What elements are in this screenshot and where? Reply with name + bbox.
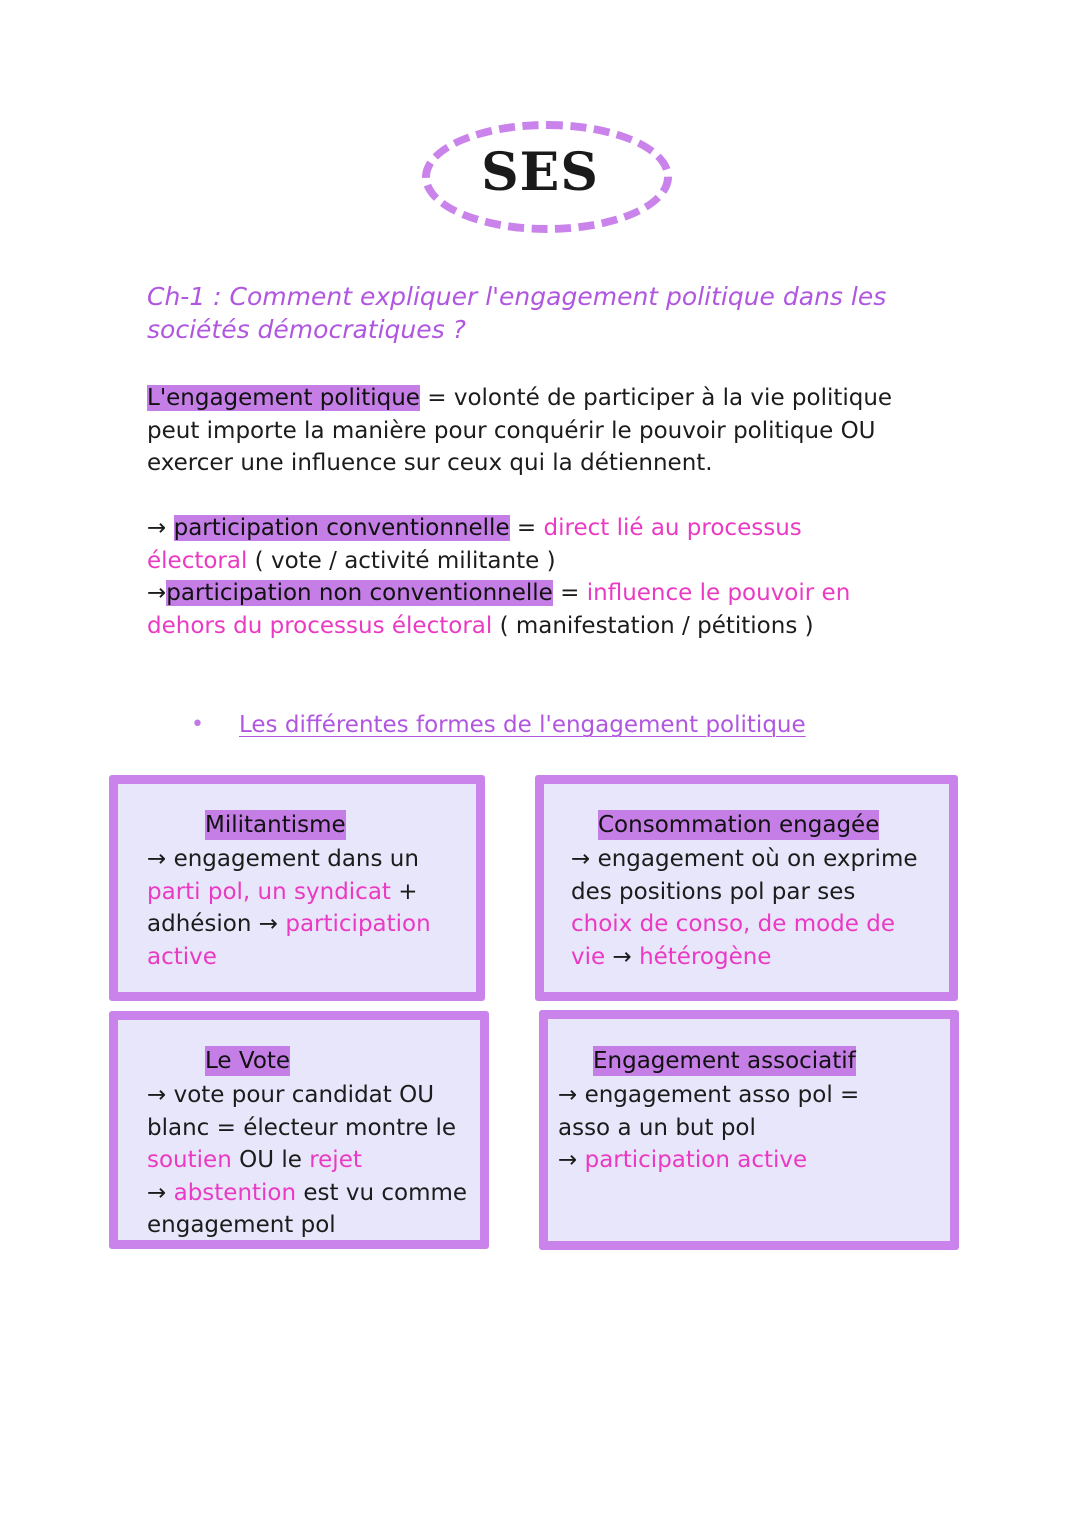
arrow-icon: → bbox=[605, 943, 640, 970]
equals-sign: = bbox=[552, 580, 587, 606]
definition-text-1: = volonté de participer à la vie politique bbox=[419, 385, 893, 411]
participation-paragraph bbox=[147, 512, 967, 642]
chapter-title: Ch-1 : Comment expliquer l'engagement politique dans les sociétés démocratiques ? bbox=[147, 282, 887, 344]
card-body bbox=[558, 1079, 859, 1177]
definition-text-3: exercer une influence sur ceux qui la détiennent. bbox=[147, 450, 713, 476]
card-title: Militantisme bbox=[205, 812, 346, 838]
card-line: asso a un but pol bbox=[558, 1114, 756, 1141]
card-line: blanc = électeur montre le bbox=[147, 1114, 457, 1141]
card-highlight-text: active bbox=[147, 943, 217, 970]
equals-sign: = bbox=[509, 515, 544, 541]
nonconventional-examples: ( manifestation / pétitions ) bbox=[492, 612, 814, 639]
bullet-icon: • bbox=[191, 712, 204, 737]
card-line: → vote pour candidat OU bbox=[147, 1082, 435, 1108]
card-engagement-associatif bbox=[539, 1010, 959, 1250]
card-highlight-text: choix de conso, de mode de bbox=[571, 911, 895, 937]
card-le-vote bbox=[109, 1011, 489, 1249]
conventional-term: participation conventionnelle bbox=[173, 515, 510, 541]
card-body bbox=[147, 1079, 467, 1242]
card-highlight-text: vie bbox=[571, 943, 606, 970]
card-line: + bbox=[390, 878, 418, 905]
card-militantisme bbox=[109, 775, 485, 1001]
card-line: → engagement asso pol = bbox=[558, 1082, 860, 1108]
conventional-definition: direct lié au processus bbox=[543, 515, 802, 541]
card-consommation-engagee bbox=[535, 775, 958, 1001]
card-line: engagement pol bbox=[147, 1212, 336, 1238]
card-title: Consommation engagée bbox=[598, 812, 880, 838]
card-line: OU le bbox=[231, 1147, 310, 1173]
section-heading: Les différentes formes de l'engagement politique bbox=[239, 712, 806, 738]
page-title: SES bbox=[481, 142, 599, 203]
card-body bbox=[571, 843, 918, 973]
arrow-icon: → bbox=[147, 1179, 174, 1206]
nonconventional-definition-cont: dehors du processus électoral bbox=[147, 612, 493, 639]
definition-text-2: peut importe la manière pour conquérir le pouvoir politique OU bbox=[147, 417, 876, 444]
card-highlight-text: parti pol, un syndicat bbox=[147, 878, 391, 905]
arrow-icon: → bbox=[147, 515, 167, 541]
card-line: → engagement dans un bbox=[147, 846, 419, 872]
arrow-icon: → bbox=[147, 580, 167, 606]
arrow-icon: → bbox=[558, 1147, 585, 1173]
card-highlight-text: soutien bbox=[147, 1147, 232, 1173]
card-highlight-text: abstention bbox=[173, 1179, 297, 1206]
card-highlight-text: participation active bbox=[584, 1147, 808, 1173]
nonconventional-term: participation non conventionnelle bbox=[166, 580, 553, 606]
card-title: Engagement associatif bbox=[593, 1048, 856, 1074]
definition-paragraph bbox=[147, 382, 967, 480]
card-line: est vu comme bbox=[296, 1179, 468, 1206]
card-highlight-text: participation bbox=[285, 911, 431, 937]
card-line: adhésion → bbox=[147, 911, 286, 937]
card-line: des positions pol par ses bbox=[571, 878, 856, 905]
conventional-examples: ( vote / activité militante ) bbox=[247, 547, 556, 574]
card-line: → engagement où on exprime bbox=[571, 846, 918, 872]
nonconventional-definition: influence le pouvoir en bbox=[586, 580, 851, 606]
conventional-definition-cont: électoral bbox=[147, 547, 248, 574]
card-body bbox=[147, 843, 431, 973]
card-title: Le Vote bbox=[205, 1048, 291, 1074]
card-highlight-text: rejet bbox=[309, 1147, 362, 1173]
definition-term: L'engagement politique bbox=[147, 385, 420, 411]
card-highlight-text: hétérogène bbox=[639, 943, 772, 970]
